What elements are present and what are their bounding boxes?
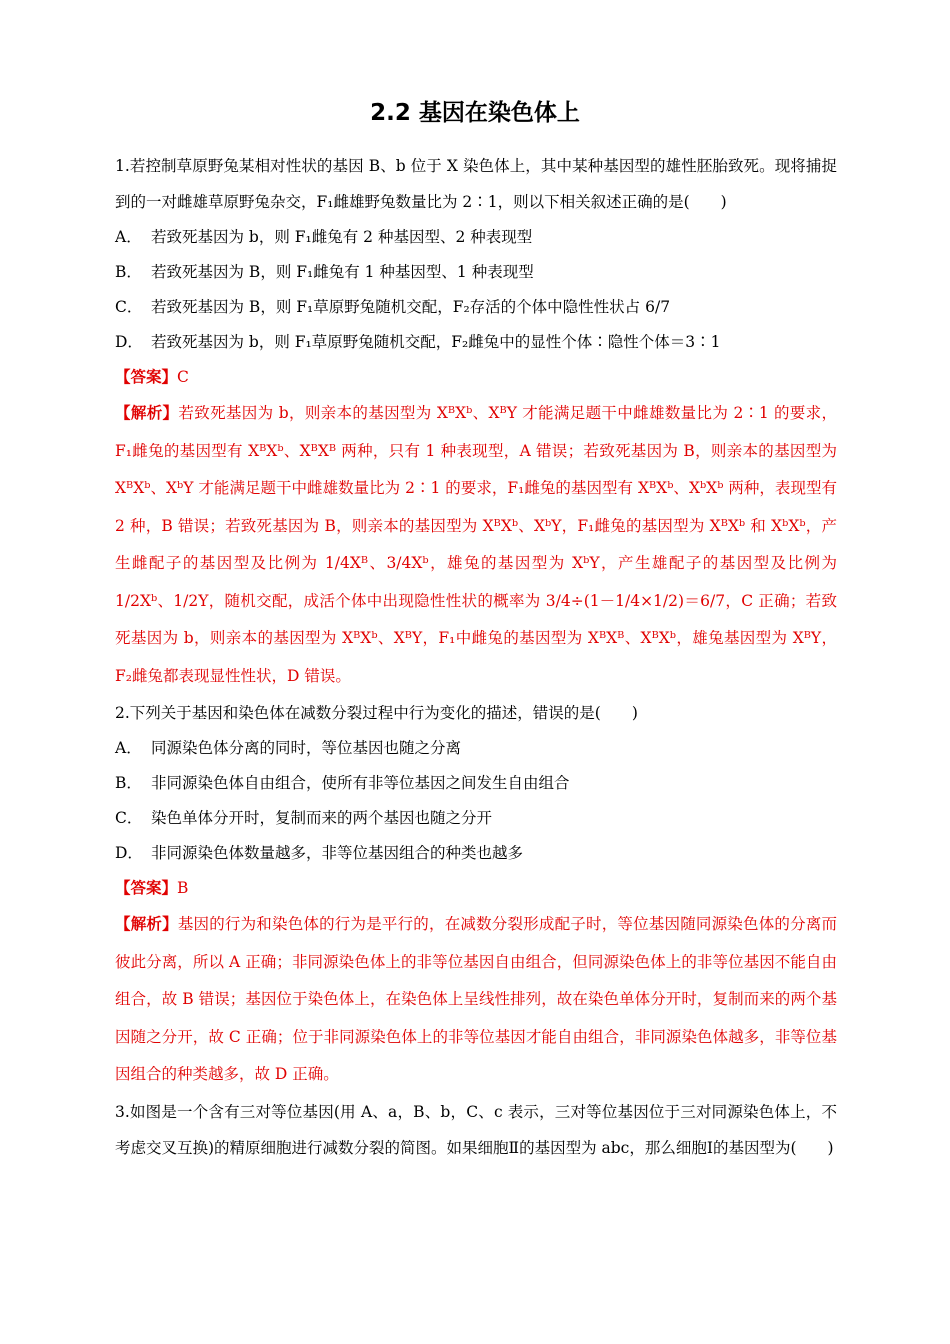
question-1	[115, 148, 837, 695]
question-stem: 3.如图是一个含有三对等位基因(用 A、a，B、b，C、c 表示，三对等位基因位于三对同源染色体上，不考虑交叉互换)的精原细胞进行减数分裂的简图。如果细胞Ⅱ的基因型为 abc，那么细胞Ⅰ的基因型为( )	[115, 1102, 837, 1157]
option-a: A． 同源染色体分离的同时，等位基因也随之分离	[115, 739, 462, 757]
question-stem: 2.下列关于基因和染色体在减数分裂过程中行为变化的描述，错误的是( )	[115, 704, 638, 722]
explanation-label: 【解析】	[115, 403, 179, 422]
question-stem: 1.若控制草原野兔某相对性状的基因 B、b 位于 X 染色体上，其中某种基因型的雄性胚胎致死。现将捕捉到的一对雌雄草原野兔杂交，F₁雌雄野兔数量比为 2∶1，则以下相关叙述正确的是( )	[115, 157, 837, 211]
option-d: D． 非同源染色体数量越多，非等位基因组合的种类也越多	[115, 844, 524, 862]
answer-value: C	[177, 368, 189, 386]
explanation	[115, 394, 837, 695]
answer-label: 【答案】	[115, 878, 178, 897]
option-b: B． 非同源染色体自由组合，使所有非等位基因之间发生自由组合	[115, 774, 570, 792]
explanation-label: 【解析】	[115, 914, 178, 933]
option-c: C． 若致死基因为 B，则 F₁草原野兔随机交配，F₂存活的个体中隐性性状占 6/7	[115, 298, 671, 316]
explanation	[115, 905, 837, 1094]
option-d: D． 若致死基因为 b，则 F₁草原野兔随机交配，F₂雌兔中的显性个体∶隐性个体＝3∶1	[115, 333, 721, 351]
question-3	[115, 1094, 837, 1166]
explanation-text: 若致死基因为 b，则亲本的基因型为 XᴮXᵇ、XᴮY 才能满足题干中雌雄数量比为 2∶1 的要求，F₁雌兔的基因型有 XᴮXᵇ、XᴮXᴮ 两种，只有 1 种表现型，A 错误；若致死基因为 B，则亲本的基因型为 XᴮXᵇ、XᵇY 才能满足题干中雌雄数量比为 2∶1 的要求，F₁雌兔的基因型有 XᴮXᵇ、XᵇXᵇ 两种，表现型有 2 种，B 错误；若致死基因为 B，则亲本的基因型为 XᴮXᵇ、XᵇY，F₁雌兔的基因型为 XᴮXᵇ 和 XᵇXᵇ，产生雌配子的基因型及比例为 1/4Xᴮ、3/4Xᵇ，雄兔的基因型为 XᵇY，产生雄配子的基因型及比例为 1/2Xᵇ、1/2Y，随机交配，成活个体中出现隐性性状的概率为 3/4÷(1－1/4×1/2)＝6/7，C 正确；若致死基因为 b，则亲本的基因型为 XᴮXᵇ、XᴮY，F₁中雌兔的基因型为 XᴮXᴮ、XᴮXᵇ，雄兔基因型为 XᴮY，F₂雌兔都表现显性性状，D 错误。	[115, 404, 837, 685]
answer-value: B	[177, 879, 189, 897]
option-a: A． 若致死基因为 b，则 F₁雌兔有 2 种基因型、2 种表现型	[115, 228, 533, 246]
explanation-text: 基因的行为和染色体的行为是平行的，在减数分裂形成配子时，等位基因随同源染色体的分离而彼此分离，所以 A 正确；非同源染色体上的非等位基因自由组合，但同源染色体上的非等位基因不能自由组合，故 B 错误；基因位于染色体上，在染色体上呈线性排列，故在染色单体分开时，复制而来的两个基因随之分开，故 C 正确；位于非同源染色体上的非等位基因才能自由组合，非同源染色体越多，非等位基因组合的种类越多，故 D 正确。	[115, 915, 837, 1083]
option-b: B． 若致死基因为 B，则 F₁雌兔有 1 种基因型、1 种表现型	[115, 263, 534, 281]
question-2	[115, 695, 837, 1094]
answer	[115, 360, 837, 394]
answer-label: 【答案】	[115, 367, 178, 386]
option-c: C． 染色单体分开时，复制而来的两个基因也随之分开	[115, 809, 493, 827]
page-title: 2.2 基因在染色体上	[370, 100, 580, 126]
answer	[115, 871, 837, 905]
document-body	[115, 148, 837, 1166]
